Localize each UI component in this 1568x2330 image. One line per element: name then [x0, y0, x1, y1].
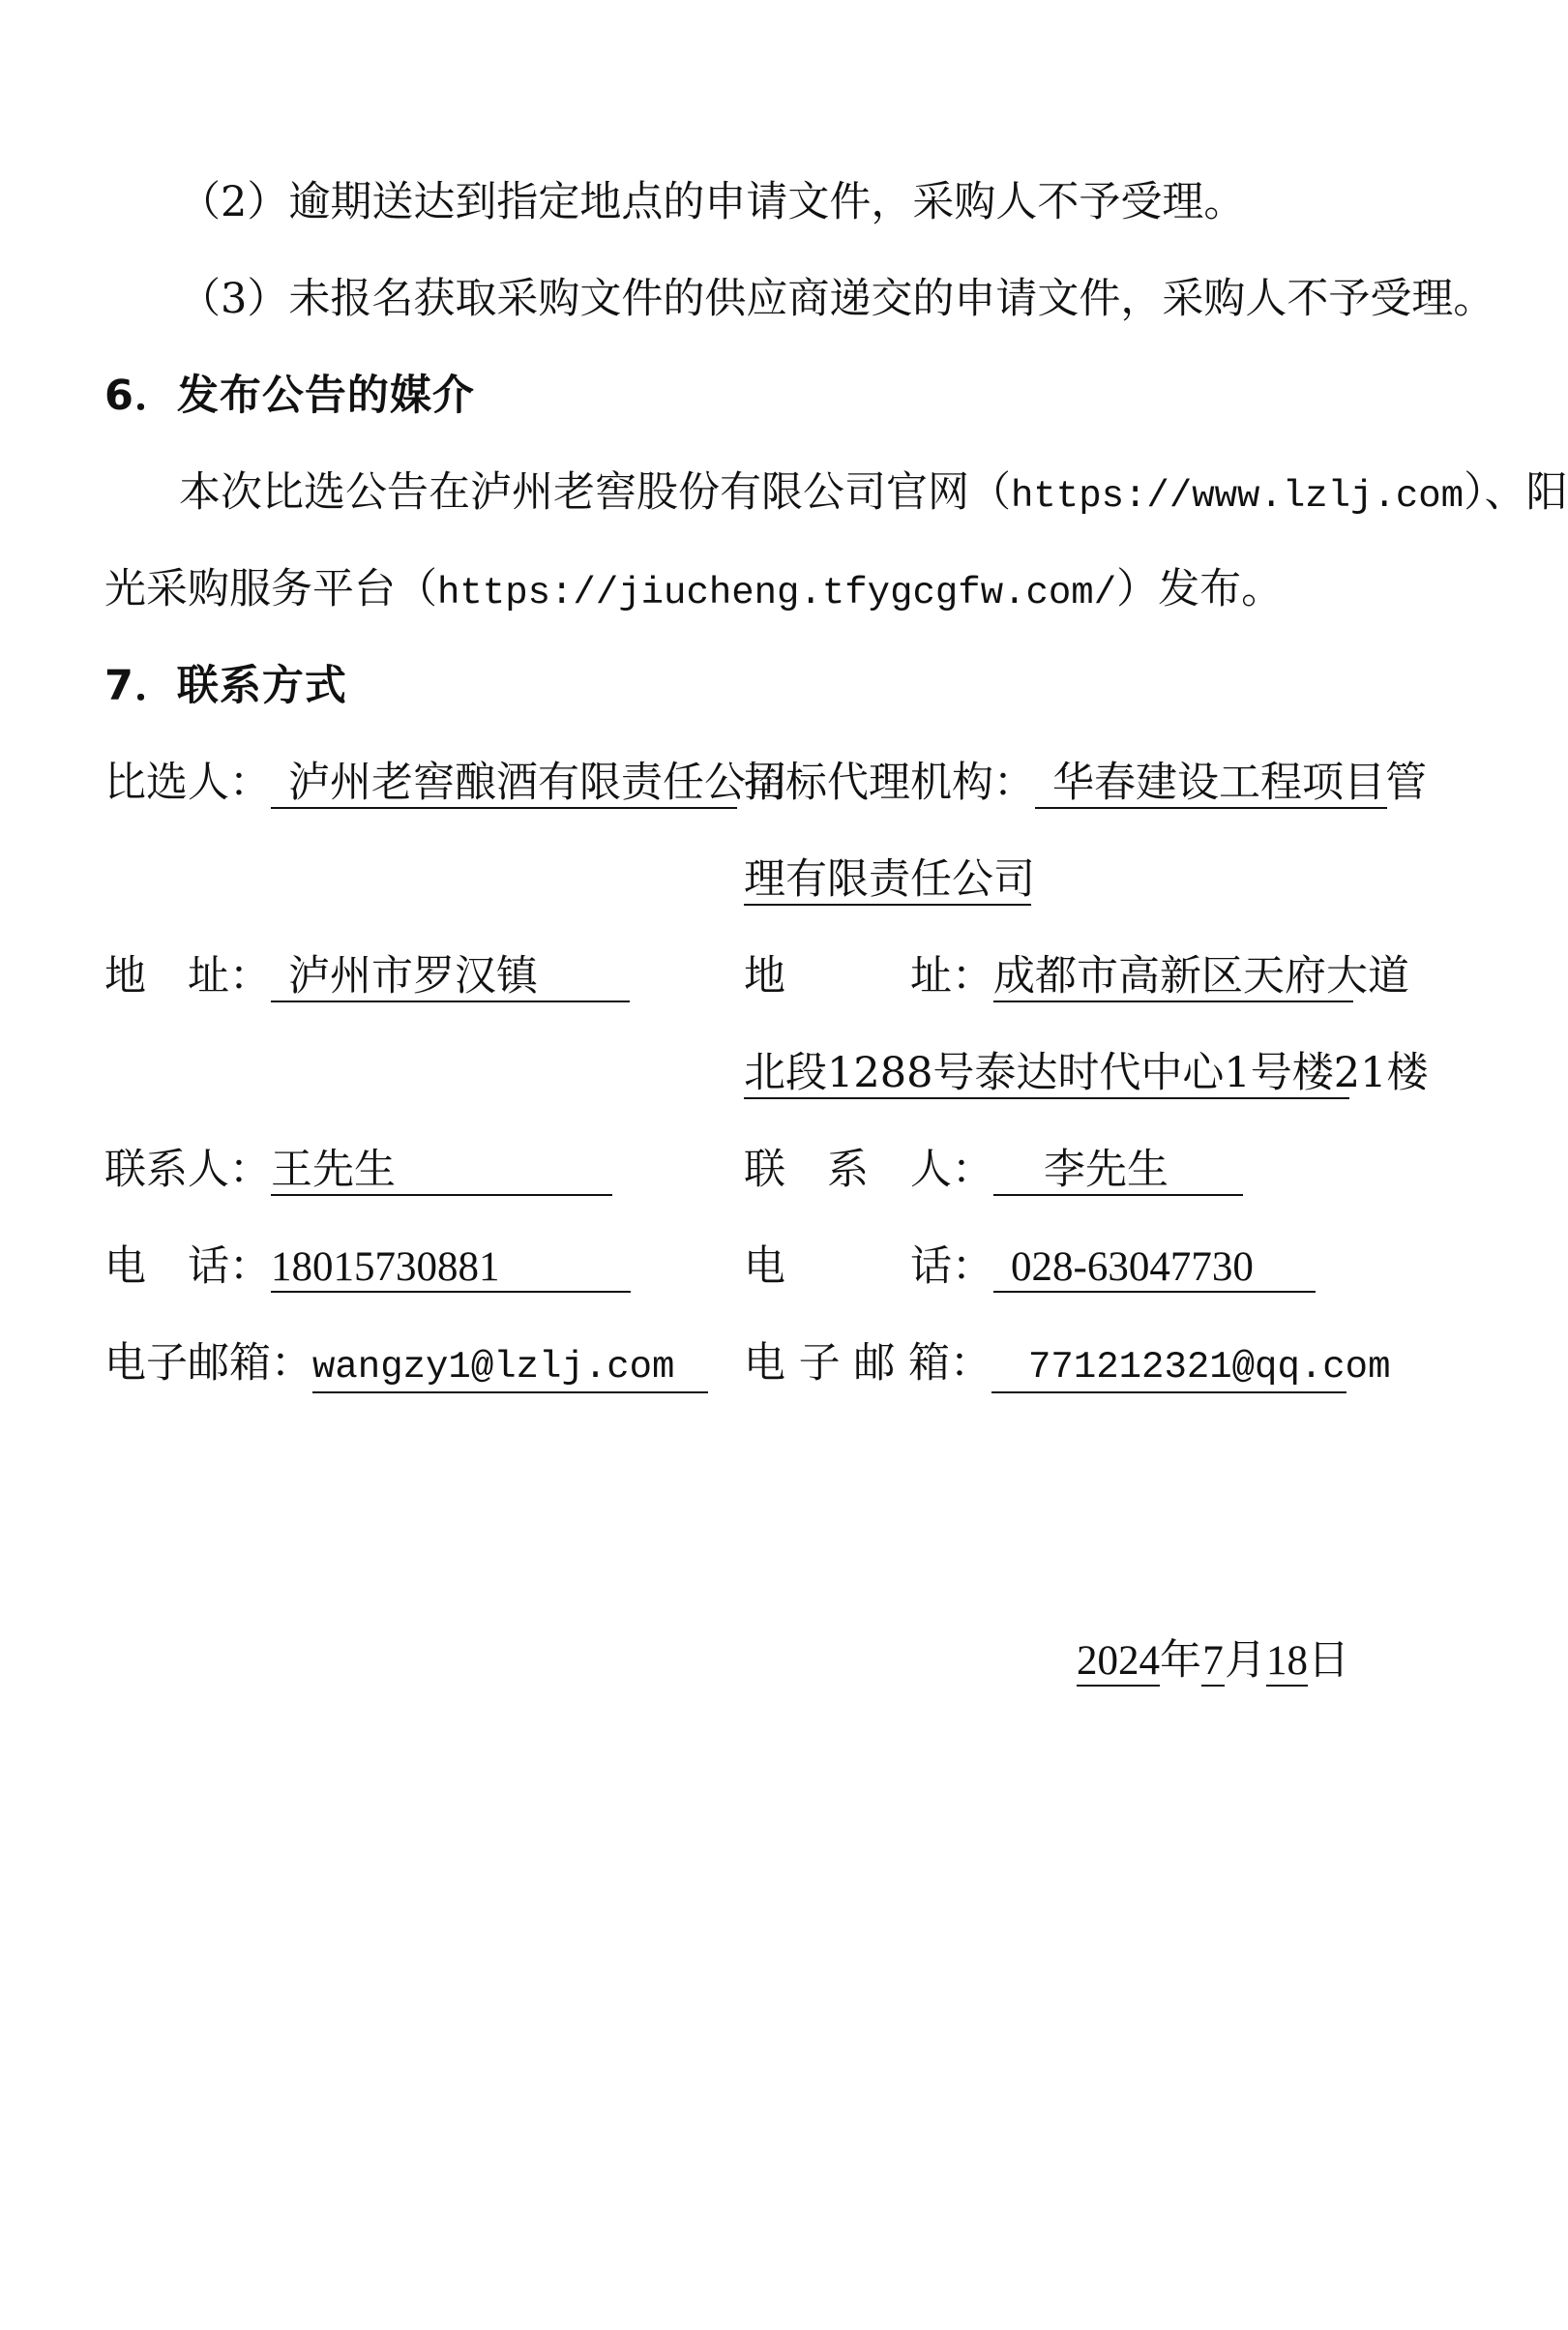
date-day-unit: 日	[1308, 1636, 1349, 1685]
agency-email-label: 电 子 邮 箱：	[744, 1339, 992, 1388]
agency-contact-value: 李先生	[993, 1148, 1243, 1196]
date-month-unit: 月	[1225, 1636, 1266, 1685]
date-year: 2024	[1077, 1638, 1160, 1687]
agency-email-value[interactable]: 771212321@qq.com	[991, 1341, 1346, 1393]
agency-phone-label: 电 话：	[744, 1242, 993, 1291]
date-month: 7	[1201, 1638, 1225, 1687]
clause-item-3: （3）未报名获取采购文件的供应商递交的申请文件，采购人不予受理。	[179, 275, 1495, 323]
section-6-text-prefix: 光采购服务平台（	[104, 565, 437, 613]
contact-right-phone	[744, 1241, 1316, 1293]
agency-contact-label: 联 系 人：	[744, 1146, 993, 1194]
email-value[interactable]: wangzy1@lzlj.com	[312, 1341, 708, 1393]
contact-right-person	[744, 1145, 1243, 1196]
contact-right-address-line-2	[744, 1048, 1429, 1099]
agency-label: 招标代理机构：	[744, 759, 1035, 807]
section-6-paragraph-line-1	[179, 467, 1568, 522]
agency-phone-value: 028-63047730	[993, 1244, 1316, 1293]
procurement-platform-url[interactable]: https://jiucheng.tfygcgfw.com/	[437, 572, 1117, 614]
official-website-url[interactable]: https://www.lzlj.com	[1011, 475, 1464, 518]
address-value: 泸州市罗汉镇	[271, 954, 630, 1002]
org-value: 泸州老窖酿酒有限责任公司	[271, 761, 737, 809]
agency-value-line-1: 华春建设工程项目管	[1035, 761, 1387, 809]
announcement-date	[1077, 1635, 1349, 1687]
contact-right-email	[744, 1338, 1391, 1393]
section-7-heading: 7．联系方式	[104, 662, 347, 710]
contact-left-email	[104, 1338, 708, 1393]
org-label: 比选人：	[104, 759, 271, 807]
phone-value: 18015730881	[271, 1244, 631, 1293]
contact-right-org-line-2	[744, 854, 1035, 906]
section-6-text-suffix: ）发布。	[1116, 565, 1284, 613]
date-year-unit: 年	[1160, 1636, 1201, 1685]
agency-value-line-2: 理有限责任公司	[744, 855, 1035, 904]
section-6-heading: 6．发布公告的媒介	[104, 372, 475, 420]
contact-right-address-line-1	[744, 951, 1409, 1002]
address-label: 地 址：	[104, 952, 271, 1001]
contact-left-person	[104, 1145, 612, 1196]
section-6-text-prefix: 本次比选公告在泸州老窖股份有限公司官网（	[179, 468, 1011, 517]
date-day: 18	[1266, 1638, 1308, 1687]
agency-address-value-line-1: 成都市高新区天府大道	[993, 952, 1409, 1001]
contact-left-phone	[104, 1241, 631, 1293]
contact-value: 王先生	[271, 1148, 612, 1196]
contact-left-address	[104, 951, 630, 1002]
clause-item-2: （2）逾期送达到指定地点的申请文件，采购人不予受理。	[179, 178, 1246, 226]
phone-label: 电 话：	[104, 1242, 271, 1291]
email-label: 电子邮箱：	[104, 1339, 312, 1388]
section-6-paragraph-line-2	[104, 564, 1283, 618]
contact-label: 联系人：	[104, 1146, 271, 1194]
section-6-text-suffix: ）、阳	[1464, 468, 1568, 517]
agency-address-label: 地 址：	[744, 952, 993, 1001]
agency-address-value-line-2: 北段1288号泰达时代中心1号楼21楼	[744, 1049, 1429, 1097]
contact-right-org-line-1	[744, 758, 1427, 809]
contact-left-org	[104, 758, 787, 809]
